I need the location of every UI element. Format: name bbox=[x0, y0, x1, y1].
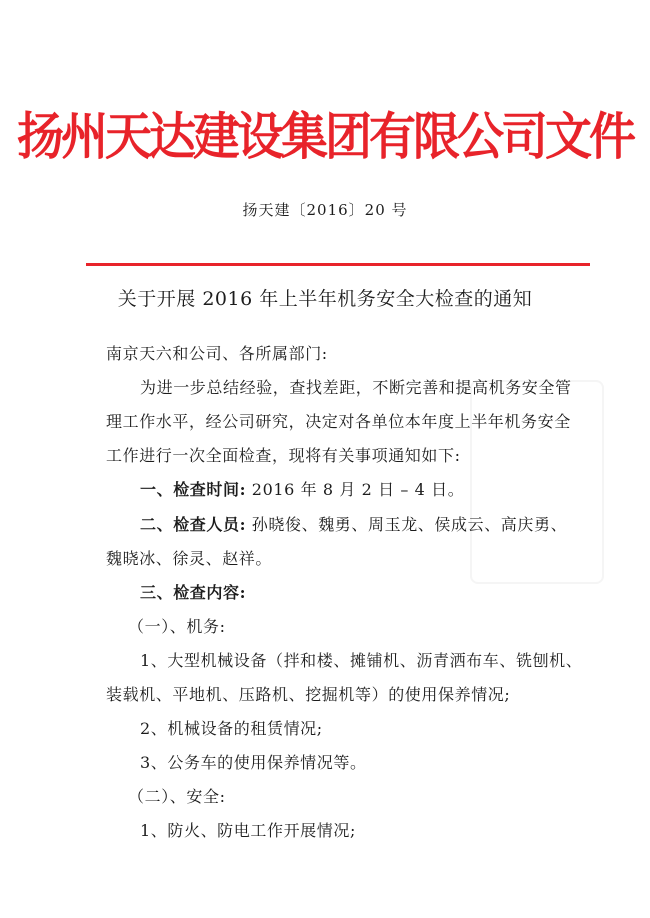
intro-line-3: 工作进行一次全面检查，现将有关事项通知如下: bbox=[106, 446, 461, 465]
section-safety: （二）、安全: bbox=[128, 787, 226, 806]
item-1-line-b: 装载机、平地机、压路机、挖掘机等）的使用保养情况; bbox=[106, 685, 511, 704]
check-content-label: 三、检查内容: bbox=[140, 583, 247, 602]
item-1-line-a: 1、大型机械设备（拌和楼、摊铺机、沥青洒布车、铣刨机、 bbox=[140, 651, 583, 670]
check-time bbox=[140, 478, 566, 502]
item-2: 2、机械设备的租赁情况; bbox=[140, 719, 323, 738]
check-time-label: 一、检查时间: bbox=[140, 480, 247, 499]
addressee: 南京天六和公司、各所属部门: bbox=[106, 344, 328, 363]
check-people bbox=[140, 513, 566, 537]
section-machinery: （一）、机务: bbox=[128, 617, 226, 636]
intro-line-1: 为进一步总结经验，查找差距，不断完善和提高机务安全管 bbox=[140, 378, 572, 397]
check-people-value: 孙晓俊、魏勇、周玉龙、侯成云、高庆勇、 bbox=[251, 515, 568, 534]
red-divider-line bbox=[86, 263, 590, 266]
document-number: 扬天建〔2016〕20 号 bbox=[242, 201, 408, 219]
check-people-cont: 魏晓冰、徐灵、赵祥。 bbox=[106, 549, 273, 568]
check-time-value: 2016 年 8 月 2 日 – 4 日。 bbox=[251, 480, 465, 499]
intro-line-2: 理工作水平，经公司研究，决定对各单位本年度上半年机务安全 bbox=[106, 412, 571, 431]
item-4: 1、防火、防电工作开展情况; bbox=[140, 821, 356, 840]
check-people-label: 二、检查人员: bbox=[140, 515, 247, 534]
item-3: 3、公务车的使用保养情况等。 bbox=[140, 753, 367, 772]
notice-title: 关于开展 2016 年上半年机务安全大检查的通知 bbox=[117, 288, 533, 310]
org-masthead-title: 扬州天达建设集团有限公司文件 bbox=[17, 107, 633, 168]
